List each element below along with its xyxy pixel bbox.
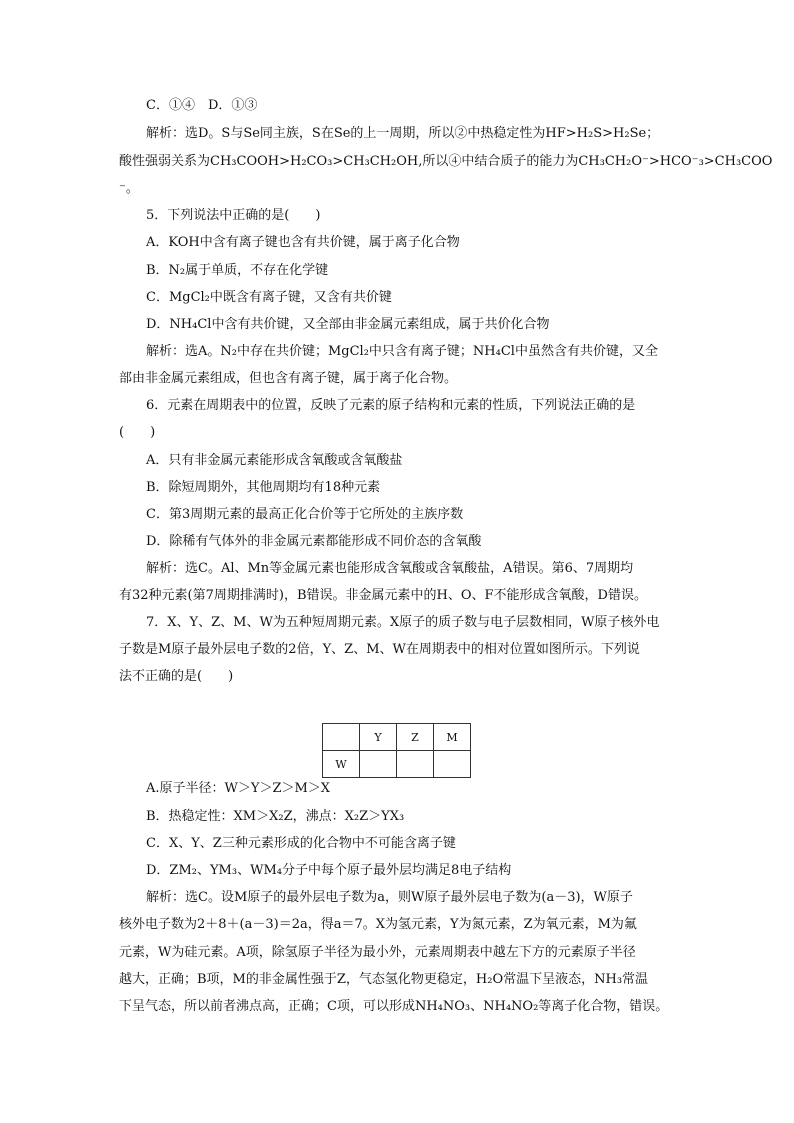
table-cell: Y (360, 724, 397, 751)
table-cell (434, 751, 471, 778)
q6-option-d: D．除稀有气体外的非金属元素都能形成不同价态的含氧酸 (146, 534, 482, 549)
table-cell: Z (397, 724, 434, 751)
q5-option-d: D．NH₄Cl中含有共价键，又全部由非金属元素组成，属于共价化合物 (146, 317, 550, 332)
q4-analysis-line-2: 酸性强弱关系为CH₃COOH>H₂CO₃>CH₃CH₂OH,所以④中结合质子的能力为CH₃CH₂O⁻>HCO⁻₃>CH₃COO (119, 154, 773, 169)
table-row (323, 751, 471, 778)
table-cell (323, 724, 360, 751)
q6-analysis-line-1: 解析：选C。Al、Mn等金属元素也能形成含氧酸或含氧酸盐，A错误。第6、7周期均 (146, 561, 634, 576)
q7-option-c: C．X、Y、Z三种元素形成的化合物中不可能含离子键 (146, 836, 456, 851)
q6-option-b: B．除短周期外，其他周期均有18种元素 (146, 480, 381, 495)
table-cell (360, 751, 397, 778)
q6-analysis-line-2: 有32种元素(第7周期排满时)，B错误。非金属元素中的H、O、F不能形成含氧酸，D错误。 (119, 588, 647, 603)
q4-analysis-line-1: 解析：选D。S与Se同主族，S在Se的上一周期，所以②中热稳定性为HF>H₂S>H₂Se； (146, 126, 660, 141)
q7-option-a: A.原子半径：W＞Y＞Z＞M＞X (146, 781, 331, 796)
table-cell: M (434, 724, 471, 751)
q7-analysis-line-3: 元素，W为硅元素。A项，除氢原子半径为最小外，元素周期表中越左下方的元素原子半径 (119, 945, 636, 960)
q5-option-b: B．N₂属于单质，不存在化学键 (146, 263, 329, 278)
q7-option-d: D．ZM₂、YM₃、WM₄分子中每个原子最外层均满足8电子结构 (146, 863, 512, 878)
q4-analysis-line-3: ⁻。 (119, 181, 139, 196)
table-cell (397, 751, 434, 778)
q7-analysis-line-5: 下呈气态，所以前者沸点高，正确；C项，可以形成NH₄NO₃、NH₄NO₂等离子化合物，错误。 (119, 999, 669, 1014)
q6-stem-line-1: 6．元素在周期表中的位置，反映了元素的原子结构和元素的性质，下列说法正确的是 (146, 398, 636, 413)
q5-option-c: C．MgCl₂中既含有离子键，又含有共价键 (146, 290, 392, 305)
q6-option-a: A．只有非金属元素能形成含氧酸或含氧酸盐 (146, 453, 403, 468)
q5-analysis-line-2: 部由非金属元素组成，但也含有离子键，属于离子化合物。 (119, 371, 458, 386)
q7-stem-line-3: 法不正确的是( ) (119, 669, 234, 684)
q7-analysis-line-1: 解析：选C。设M原子的最外层电子数为a，则W原子最外层电子数为(a－3)，W原子 (146, 890, 633, 905)
q5-option-a: A．KOH中含有离子键也含有共价键，属于离子化合物 (146, 235, 460, 250)
table-row (323, 724, 471, 751)
q7-option-b: B．热稳定性：XM＞X₂Z，沸点：X₂Z＞YX₃ (146, 809, 405, 824)
periodic-position-table (322, 723, 471, 778)
q7-analysis-line-4: 越大，正确；B项，M的非金属性强于Z，气态氢化物更稳定，H₂O常温下呈液态，NH₃常温 (119, 972, 649, 987)
q7-stem-line-2: 子数是M原子最外层电子数的2倍，Y、Z、M、W在周期表中的相对位置如图所示。下列说 (119, 642, 640, 657)
q7-analysis-line-2: 核外电子数为2＋8＋(a－3)＝2a，得a＝7。X为氢元素，Y为氮元素，Z为氧元素，M为氟 (119, 917, 637, 932)
q5-stem: 5．下列说法中正确的是( ) (146, 208, 321, 223)
q6-stem-line-2: ( ) (119, 425, 156, 440)
q7-stem-line-1: 7．X、Y、Z、M、W为五种短周期元素。X原子的质子数与电子层数相同，W原子核外电 (146, 615, 660, 630)
q5-analysis-line-1: 解析：选A。N₂中存在共价键；MgCl₂中只含有离子键；NH₄Cl中虽然含有共价键，又全 (146, 344, 658, 359)
q6-option-c: C．第3周期元素的最高正化合价等于它所处的主族序数 (146, 507, 464, 522)
q4-options-cd: C．①④ D．①③ (146, 98, 258, 113)
table-cell: W (323, 751, 360, 778)
